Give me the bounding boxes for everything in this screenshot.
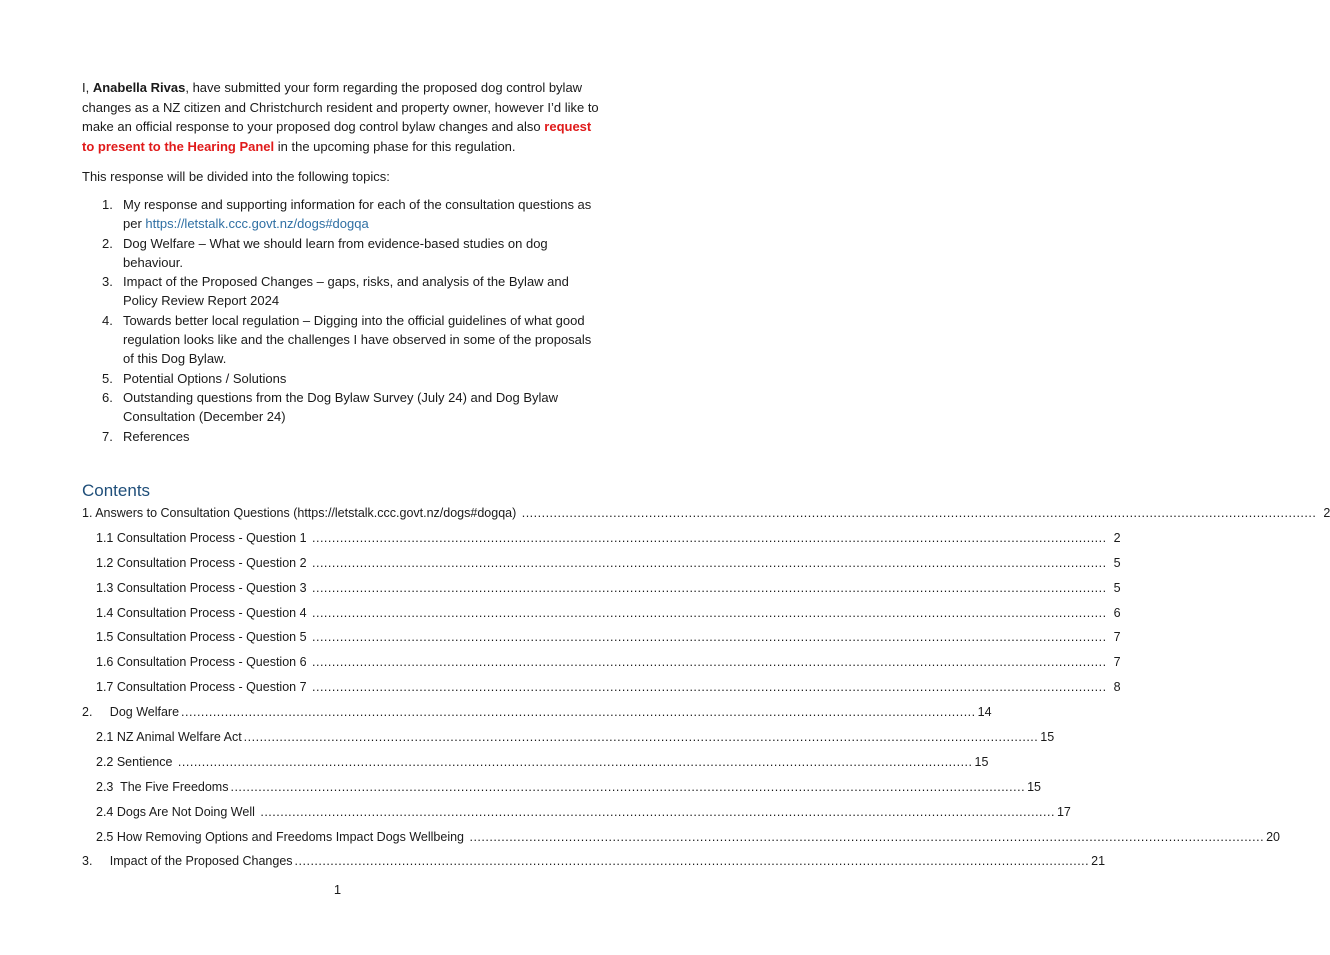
list-item: 7. References (102, 428, 190, 444)
toc-entry-2-3[interactable]: 2.3 The Five Freedoms ........................................................................................................................................................................................................ 15 (96, 779, 1041, 794)
toc-entry-3[interactable]: 3. Impact of the Proposed Changes ........................................................................................................................................................................................................ 21 (82, 854, 1106, 869)
table-of-contents (82, 503, 1330, 876)
toc-entry-1-2[interactable]: 1.2 Consultation Process - Question 2 ........................................................................................................................................................................................................ 5 (96, 555, 1121, 570)
topics-list (82, 195, 602, 446)
list-item: 5. Potential Options / Solutions (102, 370, 287, 386)
list-item: 4. Towards better local regulation – Digging into the official guidelines of what good regulation looks like and the challenges I have observed in some of the proposals of this Dog Bylaw. (102, 312, 592, 367)
toc-entry-1-6[interactable]: 1.6 Consultation Process - Question 6 ........................................................................................................................................................................................................ 7 (96, 655, 1121, 670)
toc-entry-2-5[interactable]: 2.5 How Removing Options and Freedoms Impact Dogs Wellbeing ........................................................................................................................................................................................................ 20 (96, 829, 1280, 844)
intro-paragraph (82, 78, 602, 156)
list-item: 6. Outstanding questions from the Dog Bylaw Survey (July 24) and Dog Bylaw Consultation (December 24) (102, 389, 558, 425)
intro-text-2: in the upcoming phase for this regulation. (274, 138, 516, 154)
intro-prefix: I, (82, 80, 93, 95)
toc-entry-2-1[interactable]: 2.1 NZ Animal Welfare Act ........................................................................................................................................................................................................ 15 (96, 730, 1055, 745)
toc-entry-2[interactable]: 2. Dog Welfare ........................................................................................................................................................................................................ 14 (82, 705, 992, 720)
toc-entry-1-1[interactable]: 1.1 Consultation Process - Question 1 ........................................................................................................................................................................................................ 2 (96, 530, 1121, 545)
toc-entry-1-5[interactable]: 1.5 Consultation Process - Question 5 ........................................................................................................................................................................................................ 7 (96, 630, 1121, 645)
list-item: 2. Dog Welfare – What we should learn from evidence-based studies on dog behaviour. (102, 235, 548, 270)
toc-entry-2-2[interactable]: 2.2 Sentience ........................................................................................................................................................................................................ 15 (96, 754, 989, 769)
toc-entry-1[interactable]: 1. Answers to Consultation Questions (https://letstalk.ccc.govt.nz/dogs#dogqa) ........................................................................................................................................................................................................ 2 (82, 506, 1330, 520)
consultation-link[interactable]: https://letstalk.ccc.govt.nz/dogs#dogqa (145, 216, 369, 232)
topics-intro: This response will be divided into the following topics: (82, 169, 390, 184)
contents-heading: Contents (82, 481, 151, 500)
toc-entry-1-3[interactable]: 1.3 Consultation Process - Question 3 ........................................................................................................................................................................................................ 5 (96, 580, 1121, 595)
toc-entry-2-4[interactable]: 2.4 Dogs Are Not Doing Well ........................................................................................................................................................................................................ 17 (96, 804, 1071, 819)
list-item: 3. Impact of the Proposed Changes – gaps, risks, and analysis of the Bylaw and Policy Review Report 2024 (102, 274, 569, 309)
author-name: Anabella Rivas (92, 80, 186, 95)
list-item: 1. My response and supporting information for each of the consultation questions as per https://letstalk.ccc.govt.nz/dogs#dogqa (102, 197, 592, 232)
toc-entry-1-4[interactable]: 1.4 Consultation Process - Question 4 ........................................................................................................................................................................................................ 6 (96, 605, 1121, 620)
page-number: 1 (333, 882, 342, 897)
hearing-panel-request: request to present to the Hearing Panel (82, 119, 592, 154)
intro-text-1: , have submitted your form regarding the proposed dog control bylaw changes as a NZ citizen and Christchurch resident and property owner, however I’d like to make an official response to your proposed dog control bylaw changes and also (82, 80, 599, 134)
toc-entry-1-7[interactable]: 1.7 Consultation Process - Question 7 ........................................................................................................................................................................................................ 8 (96, 680, 1121, 695)
